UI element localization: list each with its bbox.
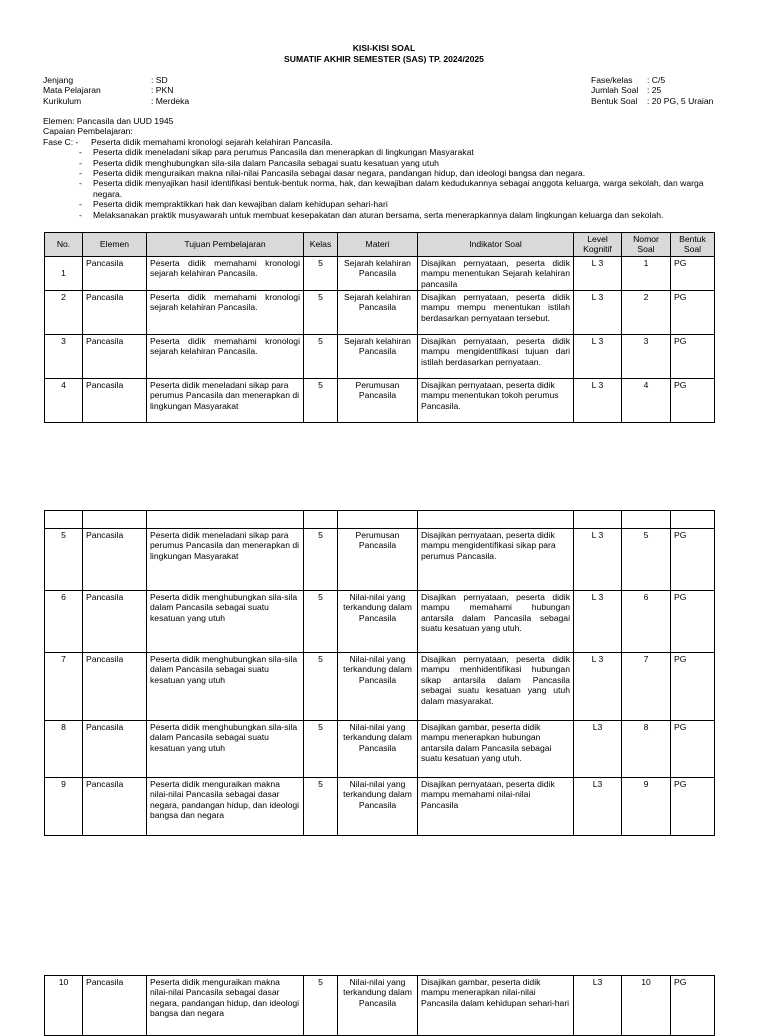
fase-item: - Melaksanakan praktik musyawarah untuk membuat kesepakatan dan aturan bersama, serta menerapkannya dalam lingkungan keluarga dan sekolah. (79, 209, 664, 220)
fase-item: - Peserta didik menguraikan makna nilai-nilai Pancasila sebagai dasar negara, pandangan hidup, dan ideologi bangsa dan negara. (79, 168, 586, 179)
kisi-table-3 (44, 975, 715, 1036)
fase-item: - Peserta didik meneladani sikap para perumus Pancasila dan menerapkan di lingkungan Masyarakat (79, 147, 474, 158)
header-kelas: Kelas (304, 233, 338, 257)
meta-row: Bentuk Soal : 20 PG, 5 Uraian (591, 95, 714, 106)
table-row: 6 Pancasila Peserta didik menghubungkan sila-sila dalam Pancasila sebagai suatu kesatuan yang utuh 5 Nilai-nilai yang terkandung dalam Pancasila Disajikan pernyataan, peserta didik mampu memahami hubungan antarsila dalam Pancasila sebagai suatu kesatuan yang utuh. L 3 6 PG (45, 591, 715, 653)
fase-item: - Peserta didik menghubungkan sila-sila dalam Pancasila sebagai suatu kesatuan yang utuh (79, 157, 439, 168)
capaian-label: Capaian Pembelajaran: (43, 126, 133, 137)
elemen-line: Elemen: Pancasila dan UUD 1945 (43, 116, 174, 126)
table-row: 5 Pancasila Peserta didik meneladani sikap para perumus Pancasila dan menerapkan di lingkungan Masyarakat 5 Perumusan Pancasila Disajikan pernyataan, peserta didik mampu mengidentifikasi sikap para perumus Pancasila. L 3 5 PG (45, 529, 715, 591)
fase-item: - Peserta didik menyajikan hasil identifikasi bentuk-bentuk norma, hak, dan kewajiban dalam kedudukannya sebagai anggota keluarga, warga sekolah, dan warga negara. (79, 178, 704, 199)
document-title: KISI-KISI SOAL (352, 43, 416, 53)
table-row: 7 Pancasila Peserta didik menghubungkan sila-sila dalam Pancasila sebagai suatu kesatuan yang utuh 5 Nilai-nilai yang terkandung dalam Pancasila Disajikan pernyataan, peserta didik mampu menhidentifikasi hubungan sikap antarsila dalam Pancasila sebagai suatu kesatuan yang utuh dalam masyarakat. L 3 7 PG (45, 653, 715, 721)
table-row: 2 Pancasila Peserta didik memahami kronologi sejarah kelahiran Pancasila. 5 Sejarah kelahiran Pancasila Disajikan pernyataan, peserta didik mampu mempu menentukan istilah berdasarkan pernyataan tersebut. L 3 2 PG (45, 291, 715, 335)
table-header-row (45, 233, 715, 257)
meta-row: Jenjang : SD (43, 75, 168, 85)
header-tujuan: Tujuan Pembelajaran (147, 233, 304, 257)
meta-row: Jumlah Soal : 25 (591, 85, 662, 96)
capaian-section (43, 116, 723, 220)
fase-line: Fase C: - Peserta didik memahami kronologi sejarah kelahiran Pancasila. (43, 136, 333, 147)
header-level: Level Kognitif (574, 233, 622, 257)
header-nomor: Nomor Soal (622, 233, 671, 257)
header-materi: Materi (338, 233, 418, 257)
header-bentuk: Bentuk Soal (671, 233, 715, 257)
meta-row: Mata Pelajaran : PKN (43, 85, 174, 96)
fase-item: - Peserta didik mempraktikkan hak dan kewajiban dalam kehidupan sehari-hari (79, 199, 388, 210)
kisi-table-1 (44, 232, 715, 423)
header-elemen: Elemen (83, 233, 147, 257)
table-row: 3 Pancasila Peserta didik memahami kronologi sejarah kelahiran Pancasila. 5 Sejarah kelahiran Pancasila Disajikan pernyataan, peserta didik mampu mengidentifikasi tujuan dari istilah berdasarkan pernyataan. L 3 3 PG (45, 335, 715, 379)
meta-right (591, 75, 713, 106)
table-spacer-row (45, 511, 715, 529)
table-row: 1 Pancasila Peserta didik memahami kronologi sejarah kelahiran Pancasila. 5 Sejarah kelahiran Pancasila Disajikan pernyataan, peserta didik mampu menentukan Sejarah kelahiran pancasila L 3 1 PG (45, 256, 715, 290)
table-row: 10 Pancasila Peserta didik menguraikan makna nilai-nilai Pancasila sebagai dasar negara, pandangan hidup, dan ideologi bangsa dan negara 5 Nilai-nilai yang terkandung dalam Pancasila Disajikan gambar, peserta didik mampu menerapkan nilai-nilai Pancasila dalam kehidupan sehari-hari L3 10 PG (45, 976, 715, 1036)
table-row: 4 Pancasila Peserta didik meneladani sikap para perumus Pancasila dan menerapkan di lingkungan Masyarakat 5 Perumusan Pancasila Disajikan pernyataan, peserta didik mampu menentukan tokoh perumus Pancasila. L 3 4 PG (45, 379, 715, 423)
table-row: 9 Pancasila Peserta didik menguraikan makna nilai-nilai Pancasila sebagai dasar negara, pandangan hidup, dan ideologi bangsa dan negara 5 Nilai-nilai yang terkandung dalam Pancasila Disajikan pernyataan, peserta didik mampu memahami nilai-nilai Pancasila L3 9 PG (45, 778, 715, 836)
document-subtitle: SUMATIF AKHIR SEMESTER (SAS) TP. 2024/2025 (284, 54, 484, 64)
kisi-table-2 (44, 510, 715, 836)
header-indikator: Indikator Soal (418, 233, 574, 257)
meta-left (43, 75, 189, 106)
header-no: No. (45, 233, 83, 257)
meta-row: Fase/kelas : C/5 (591, 75, 666, 85)
meta-row: Kurikulum : Merdeka (43, 95, 190, 106)
table-row: 8 Pancasila Peserta didik menghubungkan sila-sila dalam Pancasila sebagai suatu kesatuan yang utuh 5 Nilai-nilai yang terkandung dalam Pancasila Disajikan gambar, peserta didik mampu menerapkan hubungan antarsila dalam Pancasila sebagai suatu kesatuan yang utuh. L3 8 PG (45, 721, 715, 778)
